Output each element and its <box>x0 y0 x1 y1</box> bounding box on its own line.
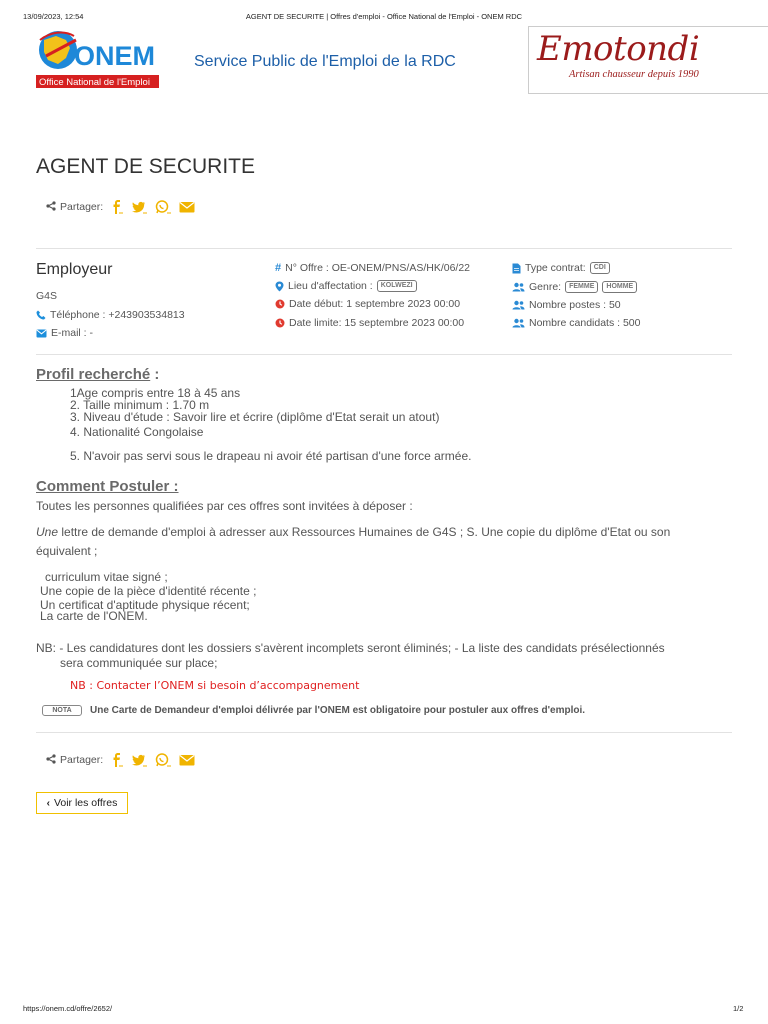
print-footer-page: 1/2 <box>733 1004 744 1013</box>
offer-number <box>275 262 470 274</box>
site-tagline[interactable]: Service Public de l'Emploi de la RDC <box>194 53 456 70</box>
gender-badge-femme: FEMME <box>565 281 598 293</box>
contract-positions <box>512 299 621 311</box>
users-icon <box>512 300 525 310</box>
chevron-left-icon: ‹ <box>46 797 50 809</box>
contract-candidates-text: Nombre candidats : 500 <box>529 317 641 329</box>
share-bar-top <box>46 200 203 214</box>
share-label: Partager: <box>60 754 104 766</box>
employer-phone <box>36 309 185 321</box>
apply-heading: Comment Postuler : <box>36 478 179 495</box>
offer-end-date <box>275 317 464 329</box>
back-to-offers-button[interactable] <box>36 792 128 814</box>
offer-start-date <box>275 298 460 310</box>
onem-logo[interactable] <box>36 26 160 90</box>
employer-phone-text: Téléphone : +243903534813 <box>50 309 185 321</box>
apply-letter-text: lettre de demande d'emploi à adresser aux Ressources Humaines de G4S ; S. Une copie du diplôme d'Etat ou son <box>58 525 671 539</box>
divider <box>36 732 732 733</box>
offer-end-date-text: Date limite: 15 septembre 2023 00:00 <box>289 317 465 329</box>
print-footer-url: https://onem.cd/offre/2652/ <box>23 1004 113 1013</box>
contract-type-badge: CDI <box>590 262 610 274</box>
advertisement-banner[interactable] <box>528 26 768 94</box>
apply-doc-item: curriculum vitae signé ; <box>45 570 168 584</box>
print-datetime: 13/09/2023, 12:54 <box>23 12 84 21</box>
offer-location-label: Lieu d'affectation : <box>288 280 373 292</box>
profile-heading-text: Profil recherché <box>36 366 151 383</box>
employer-email-text: E-mail : - <box>51 327 93 339</box>
gender-badge-homme: HOMME <box>602 281 637 293</box>
offer-start-date-text: Date début: 1 septembre 2023 00:00 <box>289 298 461 310</box>
twitter-icon[interactable] <box>131 753 147 767</box>
contract-type <box>512 262 610 274</box>
location-badge: KOLWEZI <box>377 280 417 292</box>
nota-text: Une Carte de Demandeur d'emploi délivrée par l'ONEM est obligatoire pour postuler aux offres d'emploi. <box>90 705 586 716</box>
ad-brand: Emotondi <box>537 29 700 69</box>
apply-nb-line2: sera communiquée sur place; <box>60 656 218 670</box>
hashtag-icon: # <box>275 262 282 274</box>
apply-letter <box>36 525 670 539</box>
clock-icon <box>275 318 285 328</box>
profile-item: 4. Nationalité Congolaise <box>70 425 204 439</box>
contract-gender-label: Genre: <box>529 281 562 293</box>
profile-heading <box>36 366 159 383</box>
share-bar-bottom <box>46 753 203 767</box>
map-marker-icon <box>275 281 284 292</box>
facebook-icon[interactable] <box>111 753 123 767</box>
users-icon <box>512 318 525 328</box>
apply-nb-line1: NB: - Les candidatures dont les dossiers s'avèrent incomplets seront éliminés; - La liste des candidats présélectionnés <box>36 641 665 655</box>
onem-logo-graphic <box>36 26 160 90</box>
job-title: AGENT DE SECURITE <box>36 155 255 178</box>
email-icon[interactable] <box>179 753 195 767</box>
whatsapp-icon[interactable] <box>155 200 171 214</box>
apply-doc-item: La carte de l'ONEM. <box>40 609 148 623</box>
apply-intro: Toutes les personnes qualifiées par ces offres sont invitées à déposer : <box>36 499 413 513</box>
contract-positions-text: Nombre postes : 50 <box>529 299 621 311</box>
apply-doc-item: Un certificat d'aptitude physique récent; <box>40 598 250 612</box>
employer-name: G4S <box>36 290 58 302</box>
offer-number-text: N° Offre : OE-ONEM/PNS/AS/HK/06/22 <box>285 262 471 274</box>
envelope-icon <box>36 329 47 338</box>
email-icon[interactable] <box>179 200 195 214</box>
facebook-icon[interactable] <box>111 200 123 214</box>
employer-email <box>36 327 93 339</box>
profile-item: 2. Taille minimum : 1.70 m <box>70 398 210 412</box>
contract-gender <box>512 281 637 293</box>
contract-candidates <box>512 317 640 329</box>
profile-item: 1Age compris entre 18 à 45 ans <box>70 386 241 400</box>
apply-letter-italic: Une <box>36 525 59 539</box>
share-icon <box>46 754 56 767</box>
contract-type-label: Type contrat: <box>525 262 586 274</box>
clock-icon <box>275 299 285 309</box>
back-to-offers-label: Voir les offres <box>53 797 118 809</box>
ad-subtitle: Artisan chausseur depuis 1990 <box>569 69 699 80</box>
nb-contact: NB : Contacter l’ONEM si besoin d’accompagnement <box>70 679 360 692</box>
profile-item: 3. Niveau d'étude : Savoir lire et écrire (diplôme d'Etat serait un atout) <box>70 410 440 424</box>
employer-heading: Employeur <box>36 261 113 278</box>
divider <box>36 248 732 249</box>
logo-subtitle: Office National de l'Emploi <box>39 77 150 88</box>
file-icon <box>512 263 521 274</box>
twitter-icon[interactable] <box>131 200 147 214</box>
nota-badge: NOTA <box>42 705 82 716</box>
phone-icon <box>36 310 46 320</box>
share-label: Partager: <box>60 201 104 213</box>
share-icon <box>46 201 56 214</box>
logo-text: ONEM <box>74 41 155 71</box>
nota-note <box>42 705 585 716</box>
offer-location <box>275 280 417 292</box>
users-icon <box>512 282 525 292</box>
apply-letter-line2: équivalent ; <box>36 544 98 558</box>
profile-heading-colon: : <box>150 366 160 383</box>
apply-doc-item: Une copie de la pièce d'identité récente ; <box>40 584 257 598</box>
divider <box>36 354 732 355</box>
print-page-title: AGENT DE SECURITE | Offres d'emploi - Office National de l'Emploi - ONEM RDC <box>245 12 523 21</box>
whatsapp-icon[interactable] <box>155 753 171 767</box>
profile-item: 5. N'avoir pas servi sous le drapeau ni avoir été partisan d'une force armée. <box>70 449 472 463</box>
